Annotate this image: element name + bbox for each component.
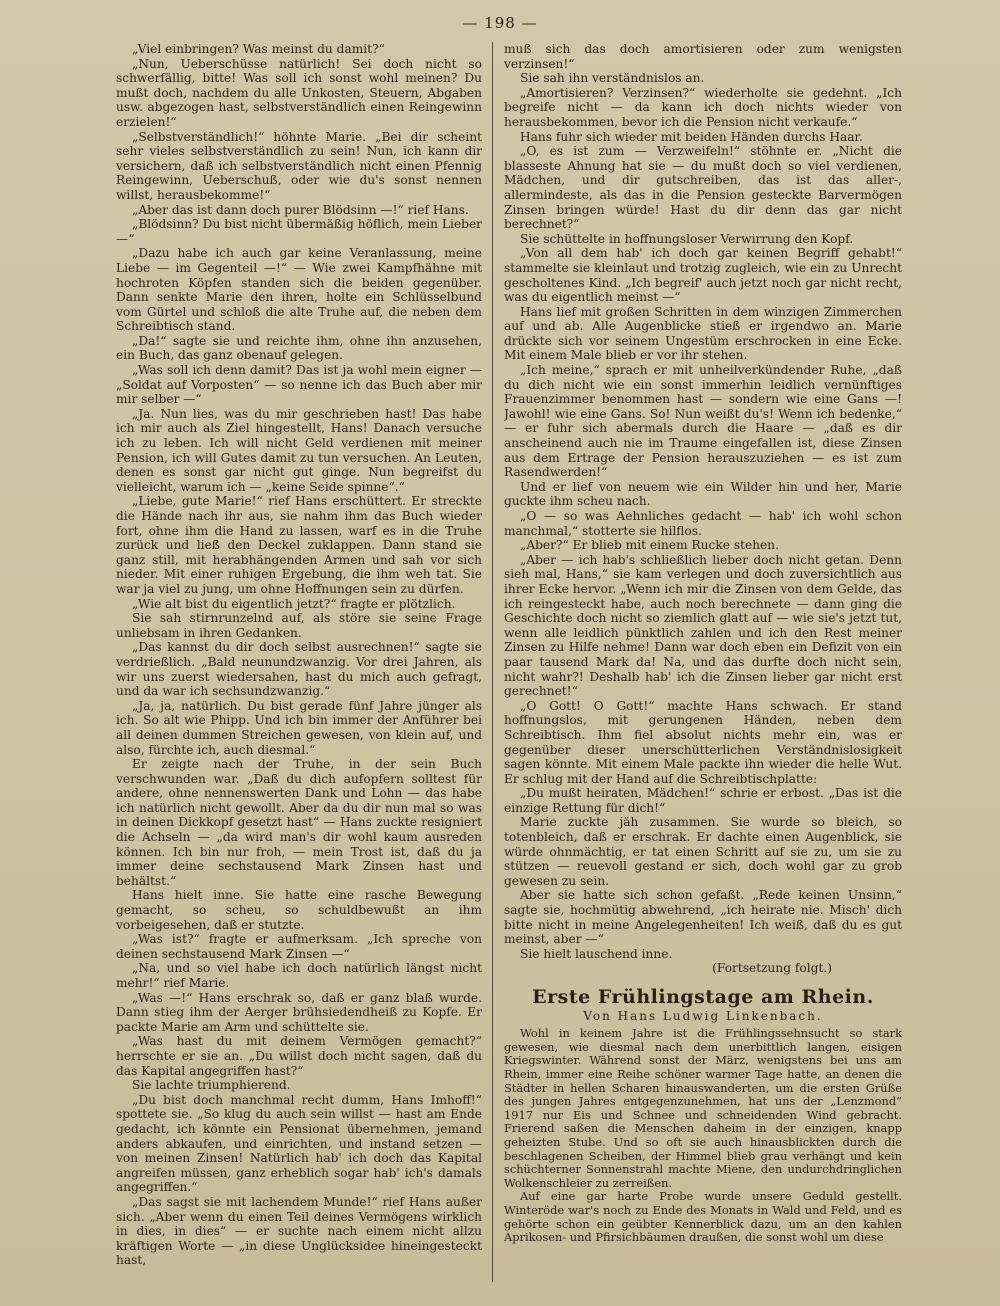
paragraph: „O — so was Aehnliches gedacht — hab' ich wohl schon manchmal,“ stotterte sie hilflos. [504, 509, 902, 538]
story-continuation [504, 42, 902, 961]
paragraph: „Du mußt heiraten, Mädchen!“ schrie er erbost. „Das ist die einzige Rettung für dich!“ [504, 786, 902, 815]
paragraph: „Aber das ist dann doch purer Blödsinn —!“ rief Hans. [132, 202, 469, 217]
page-number: — 198 — [462, 14, 538, 32]
paragraph: „Ja, ja, natürlich. Du bist gerade fünf Jahre jünger als ich. So alt wie Phipp. Und ich bin immer der Anführer bei all deinen dummen Streichen gewesen, von klein auf, und also, fürchte ich, auch diesmal.“ [116, 698, 482, 757]
right-column [504, 42, 902, 1294]
paragraph: „Was soll ich denn damit? Das ist ja wohl mein eigner — „Soldat auf Vorposten“ — so nenne ich das Buch aber mir mir selber —“ [116, 363, 482, 407]
paragraph: „Wie alt bist du eigentlich jetzt?“ fragte er plötzlich. [132, 596, 456, 611]
article-body [504, 1027, 902, 1245]
paragraph: „Das sagst sie mit lachendem Munde!“ rief Hans außer sich. „Aber wenn du einen Teil deines Vermögens wirklich in dies, in dies“ — er suchte nach einem nicht allzu kräftigen Worte — „in diese Unglücksidee hineingesteckt hast, [116, 1194, 482, 1268]
paragraph: „Viel einbringen? Was meinst du damit?“ [132, 42, 385, 56]
paragraph: „O Gott! O Gott!“ machte Hans schwach. Er stand hoffnungslos, mit gerungenen Händen, neben dem Schreibtisch. Ihm fiel absolut nichts mehr ein, was er gegenüber dieser unerschütterlichen Verständnislosigkeit sagen könnte. Mit einem Male packte ihn wieder die helle Wut. Er schlug mit der Hand auf die Schreibtischplatte: [504, 698, 902, 786]
paragraph: Er zeigte nach der Truhe, in der sein Buch verschwunden war. „Daß du dich aufopfern solltest für andere, ohne nennenswerten Dank und Lohn — das habe ich natürlich nicht gewollt. Aber da du dir nun mal so was in deinen Dickkopf gesetzt hast“ — Hans zuckte resigniert die Achseln — „da wird man's dir wohl kaum ausreden können. Ich bin nur froh, — mein Trost ist, daß du ja immer deine sechstausend Mark Zinsen hast und behältst.“ [116, 757, 482, 888]
paragraph: „Aber — ich hab's schließlich lieber doch nicht getan. Denn sieh mal, Hans,“ sie kam verlegen und doch zuversichtlich aus ihrer Ecke hervor. „Wenn ich mir die Zinsen von dem Gelde, das ich reingesteckt habe, auch noch berechnete — dann ging die Geschichte doch nicht so ziemlich glatt auf — wie sie's jetzt tut, wenn alle leidlich pünktlich zahlen und ich den Rest meiner Zinsen zu Hilfe nehme! Dann war doch eben ein Defizit von ein paar tausend Mark da! Na, und das durfte doch nicht sein, nicht wahr?! Deshalb hab' ich die Zinsen lieber gar nicht erst gerechnet!“ [504, 552, 902, 699]
paragraph: Marie zuckte jäh zusammen. Sie wurde so bleich, so totenbleich, daß er erschrak. Er dachte einen Augenblick, sie würde ohnmächtig, er tat einen Schritt auf sie zu, um sie zu stützen — reuevoll gestand er sich, doch wohl gar zu grob gewesen zu sein. [504, 815, 902, 888]
paragraph: „Na, und so viel habe ich doch natürlich längst nicht mehr!“ rief Marie. [116, 961, 482, 990]
article-paragraph: Wohl in keinem Jahre ist die Frühlingssehnsucht so stark gewesen, wie diesmal nach dem unerbittlich langen, eisigen Kriegswinter. Während sonst der März, wenigstens bei uns am Rhein, immer eine Reihe schöner warmer Tage hatte, an denen die Städter in hellen Scharen hinauswanderten, um die ersten Grüße des jungen Jahres entgegenzunehmen, hat uns der „Lenzmond“ 1917 nur Eis und Schnee und schneidenden Wind gebracht. Frierend saßen die Menschen daheim in der einzigen, knapp geheizten Stube. Und so oft sie auch hinausblickten durch die beschlagenen Scheiben, der Himmel blieb grau verhängt und kein schüchterner Sonnenstrahl machte Miene, den undurchdringlichen Wolkenschleier zu zerreißen. [504, 1026, 902, 1190]
paragraph: „Du bist doch manchmal recht dumm, Hans Imhoff!“ spottete sie. „So klug du auch sein willst — hast am Ende gedacht, ich könnte ein Pensionat übernehmen, jemand anders abkaufen, und einrichten, und instand setzen — von meinen Zinsen! Natürlich hab' ich doch das Kapital angreifen müssen, ganz erheblich sogar hab' ich's damals angegriffen.“ [116, 1092, 482, 1195]
paragraph: „Von all dem hab' ich doch gar keinen Begriff gehabt!“ stammelte sie kleinlaut und trotzig zugleich, wie ein zu Unrecht gescholtenes Kind. „Ich begreif' auch jetzt noch gar nicht recht, was du eigentlich meinst —“ [504, 246, 902, 305]
paragraph: „Nun, Ueberschüsse natürlich! Sei doch nicht so schwerfällig, bitte! Was soll ich sonst wohl meinen? Du mußt doch, nachdem du alle Unkosten, Steuern, Abgaben usw. abgezogen hast, selbstverständlich einen Reingewinn erzielen!“ [116, 56, 482, 129]
paragraph: Hans hielt inne. Sie hatte eine rasche Bewegung gemacht, so scheu, so schuldbewußt an ihm vorbeigesehen, daß er stutzte. [116, 888, 482, 932]
paragraph: „Selbstverständlich!“ höhnte Marie. „Bei dir scheint sehr vieles selbstverständlich zu sein! Nun, ich kann dir versichern, daß ich selbstverständlich nicht einen Pfennig Reingewinn, Ueberschuß, oder wie du's sonst nennen willst, herausbekomme!“ [116, 129, 482, 202]
column-divider [492, 42, 493, 1282]
left-column [116, 42, 482, 1294]
paragraph: „Was —!“ Hans erschrak so, daß er ganz blaß wurde. Dann stieg ihm der Aerger brühsiedendheiß zu Kopfe. Er packte Marie am Arm und schüttelte sie. [116, 990, 482, 1034]
paragraph: „Das kannst du dir doch selbst ausrechnen!“ sagte sie verdrießlich. „Bald neunundzwanzig. Vor drei Jahren, als wir uns zuerst wiedersahen, hast du mich auch gefragt, und da war ich sechsundzwanzig.“ [116, 640, 482, 699]
paragraph: Sie hielt lauschend inne. [520, 946, 673, 961]
paragraph: „Ja. Nun lies, was du mir geschrieben hast! Das habe ich mir auch als Ziel hingestellt, Hans! Danach versuche ich zu leben. Ich will nicht Geld verdienen mit meiner Pension, ich will Gutes damit zu tun versuchen. An Leuten, denen es sonst gar nicht gut ginge. Nun begreifst du vielleicht, warum ich — „keine Seide spinne“.“ [116, 406, 482, 494]
paragraph: Und er lief von neuem wie ein Wilder hin und her, Marie guckte ihm scheu nach. [504, 479, 902, 509]
continuation-note: (Fortsetzung folgt.) [712, 961, 832, 976]
paragraph: Sie sah ihn verständnislos an. [520, 71, 705, 86]
paragraph: Sie lachte triumphierend. [132, 1078, 291, 1093]
paragraph: „O, es ist zum — Verzweifeln!“ stöhnte er. „Nicht die blasseste Ahnung hat sie — du mußt doch so viel verdienen, Mädchen, und dir gutschreiben, das ist das aller-, allermindeste, als das in die Pension gesteckte Barvermögen Zinsen bringen würde! Hast du dir denn das gar nicht berechnet?“ [504, 144, 902, 232]
article-title: Erste Frühlingstage am Rhein. [532, 986, 874, 1008]
paragraph: „Aber?“ Er blieb mit einem Rucke stehen. [520, 538, 779, 553]
article-byline: Von Hans Ludwig Linkenbach. [583, 1008, 823, 1023]
paragraph: „Was hast du mit deinem Vermögen gemacht?“ herrschte er sie an. „Du willst doch nicht sagen, daß du das Kapital angegriffen hast?“ [116, 1034, 482, 1078]
paragraph: „Da!“ sagte sie und reichte ihm, ohne ihn anzusehen, ein Buch, das ganz obenauf gelegen. [116, 333, 482, 363]
paragraph: „Blödsinn? Du bist nicht übermäßig höflich, mein Lieber —“ [116, 217, 482, 246]
paragraph: muß sich das doch amortisieren oder zum wenigsten verzinsen!“ [504, 42, 902, 71]
paragraph: „Amortisieren? Verzinsen?“ wiederholte sie gedehnt. „Ich begreife nicht — da kann ich doch nichts wieder von herausbekommen, bevor ich die Pension nicht verkaufe.“ [504, 85, 902, 129]
paragraph: Sie schüttelte in hoffnungsloser Verwirrung den Kopf. [520, 231, 854, 246]
paragraph: Hans fuhr sich wieder mit beiden Händen durchs Haar. [520, 129, 863, 144]
paragraph: Sie sah stirnrunzelnd auf, als störe sie seine Frage unliebsam in ihren Gedanken. [116, 611, 482, 640]
paragraph: „Dazu habe ich auch gar keine Veranlassung, meine Liebe — im Gegenteil —!“ — Wie zwei Kampfhähne mit hochroten Köpfen standen sich die beiden gegenüber. Dann senkte Marie den ihren, holte ein Schlüsselbund vom Gürtel und schloß die alte Truhe auf, die neben dem Schreibtisch stand. [116, 246, 482, 334]
paragraph: „Was ist?“ fragte er aufmerksam. „Ich spreche von deinen sechstausend Mark Zinsen —“ [116, 932, 482, 961]
article-paragraph: Auf eine gar harte Probe wurde unsere Geduld gestellt. Winteröde war's noch zu Ende des Monats in Wald und Feld, und es gehörte schon ein geübter Kennerblick dazu, um an den kahlen Aprikosen- und Pfirsichbäumen draußen, die sonst wohl um diese [504, 1189, 902, 1245]
paragraph: Hans lief mit großen Schritten in dem winzigen Zimmerchen auf und ab. Alle Augenblicke stieß er irgendwo an. Marie drückte sich vor seinem Ungestüm erschrocken in eine Ecke. Mit einem Male blieb er vor ihr stehen. [504, 304, 902, 363]
paragraph: Aber sie hatte sich schon gefaßt. „Rede keinen Unsinn,“ sagte sie, hochmütig abwehrend, „ich heirate nie. Misch' dich bitte nicht in meine Angelegenheiten! Ich weiß, daß du es gut meinst, aber —“ [504, 888, 902, 947]
paragraph: „Ich meine,“ sprach er mit unheilverkündender Ruhe, „daß du dich nicht wie ein sonst immerhin leidlich vernünftiges Frauenzimmer benommen hast — sondern wie eine Gans —! Jawohl! wie eine Gans. So! Nun weißt du's! Wenn ich bedenke,“ — er fuhr sich abermals durch die Haare — „daß es dir anscheinend auch nie im Traume eingefallen ist, diese Zinsen aus dem Ertrage der Pension herauszuziehen — es ist zum Rasendwerden!“ [504, 363, 902, 480]
paragraph: „Liebe, gute Marie!“ rief Hans erschüttert. Er streckte die Hände nach ihr aus, sie nahm ihm das Buch wieder fort, ohne ihm die Hand zu lassen, warf es in die Truhe zurück und ließ den Deckel zuklappen. Dann stand sie ganz still, mit herabhängenden Armen und sah vor sich nieder. Mit einer ruhigen Ergebung, die ihm weh tat. Sie war ja viel zu jung, um ohne Hoffnungen sein zu dürfen. [116, 494, 482, 596]
